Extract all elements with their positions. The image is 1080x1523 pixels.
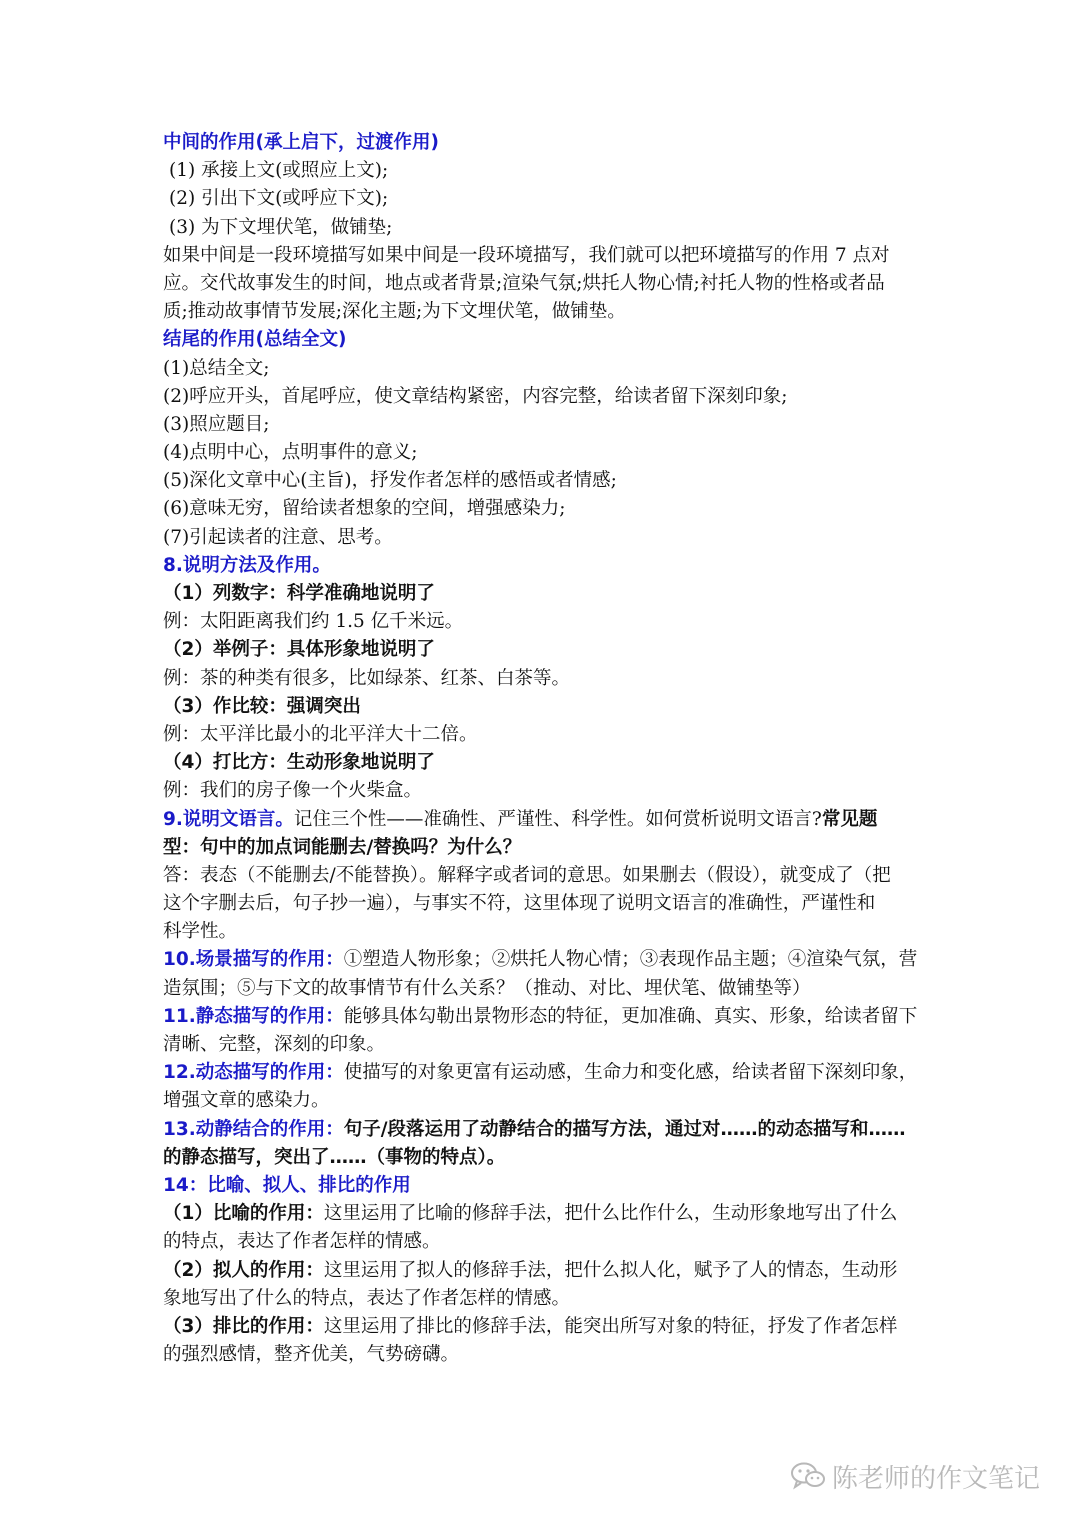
rhetoric-line	[163, 1200, 923, 1228]
question-line: 型：句中的加点词能删去/替换吗？为什么？	[163, 836, 522, 858]
subheading: （3）作比较：强调突出	[163, 695, 361, 717]
rhetoric-line	[163, 1257, 923, 1285]
list-item: (7)引起读者的注意、思考。	[163, 526, 393, 548]
example-line: 例：茶的种类有很多，比如绿茶、红茶、白茶等。	[163, 667, 571, 689]
paragraph-line: 质;推动故事情节发展;深化主题;为下文埋伏笔，做铺垫。	[163, 301, 626, 323]
subheading: （2）举例子：具体形象地说明了	[163, 639, 435, 661]
paragraph-line: 科学性。	[163, 921, 238, 943]
subheading: （2）拟人的作用：	[163, 1259, 324, 1281]
section-heading-9: 9.说明文语言。	[163, 808, 294, 830]
list-item: (6)意味无穷，留给读者想象的空间，增强感染力;	[163, 498, 566, 520]
section-heading-12: 12.动态描写的作用：	[163, 1062, 344, 1084]
section-heading-ending: 结尾的作用(总结全文)	[163, 329, 347, 351]
bold-line: 的静态描写，突出了……（事物的特点）。	[163, 1146, 506, 1168]
section-13-line	[163, 1116, 923, 1144]
paragraph-line: 应。交代故事发生的时间，地点或者背景;渲染气氛;烘托人物心情;衬托人物的性格或者品	[163, 272, 885, 294]
section-10-line	[163, 946, 923, 974]
list-item: (3) 为下文埋伏笔，做铺垫;	[169, 216, 393, 238]
paragraph-text: 这里运用了排比的修辞手法，能突出所写对象的特征，抒发了作者怎样	[323, 1315, 898, 1337]
paragraph-line: 这个字删去后，句子抄一遍），与事实不符，这里体现了说明文语言的准确性，严谨性和	[163, 893, 876, 915]
list-item: (1) 承接上文(或照应上文);	[169, 160, 389, 182]
example-line: 例：太平洋比最小的北平洋大十二倍。	[163, 723, 478, 745]
rhetoric-line	[163, 1313, 923, 1341]
list-item: (2)呼应开头，首尾呼应，使文章结构紧密，内容完整，给读者留下深刻印象;	[163, 385, 788, 407]
watermark-text: 陈老师的作文笔记	[832, 1463, 1041, 1494]
subheading: （1）列数字：科学准确地说明了	[163, 583, 435, 604]
section-12-line	[163, 1059, 923, 1087]
list-item: (5)深化文章中心(主旨)，抒发作者怎样的感悟或者情感;	[163, 470, 617, 492]
paragraph-line: 的强烈感情，整齐优美，气势磅礴。	[163, 1344, 460, 1366]
section-11-line	[163, 1003, 923, 1031]
list-item: (3)照应题目;	[163, 413, 270, 435]
section-heading-11: 11.静态描写的作用：	[163, 1005, 344, 1027]
bold-text: 句子/段落运用了动静结合的描写方法，通过对……的动态描写和……	[343, 1118, 906, 1140]
section-heading-13: 13.动静结合的作用：	[163, 1118, 344, 1140]
paragraph-line: 答：表态（不能删去/不能替换）。解释字或者词的意思。如果删去（假设），就变成了（把	[163, 864, 891, 886]
list-item: (4)点明中心，点明事件的意义;	[163, 442, 418, 464]
paragraph-line: 如果中间是一段环境描写如果中间是一段环境描写，我们就可以把环境描写的作用 7 点对	[163, 244, 890, 266]
subheading: （1）比喻的作用：	[163, 1203, 324, 1225]
paragraph-text: ①塑造人物形象；②烘托人物心情；③表现作品主题；④渲染气氛，营	[343, 949, 918, 971]
list-item: (1)总结全文;	[163, 357, 270, 379]
bold-text: 常见题	[821, 808, 878, 830]
wechat-icon	[790, 1461, 826, 1491]
paragraph-text: 这里运用了比喻的修辞手法，把什么比作什么，生动形象地写出了什么	[323, 1203, 898, 1225]
subheading: （4）打比方：生动形象地说明了	[163, 752, 435, 774]
paragraph-line: 象地写出了什么的特点，表达了作者怎样的情感。	[163, 1287, 571, 1309]
subheading: （3）排比的作用：	[163, 1315, 324, 1337]
section-heading-10: 10.场景描写的作用：	[163, 949, 344, 971]
section-heading-middle: 中间的作用(承上启下，过渡作用)	[163, 132, 439, 153]
section-heading-8: 8.说明方法及作用。	[163, 554, 331, 576]
list-item: (2) 引出下文(或呼应下文);	[169, 188, 389, 210]
example-line: 例：我们的房子像一个火柴盒。	[163, 780, 423, 802]
paragraph-line: 造氛围；⑤与下文的故事情节有什么关系？（推动、对比、埋伏笔、做铺垫等）	[163, 977, 811, 999]
paragraph-text: 使描写的对象更富有运动感，生命力和变化感，给读者留下深刻印象，	[343, 1062, 918, 1084]
example-line: 例：太阳距离我们约 1.5 亿千米远。	[163, 611, 464, 633]
paragraph-text: 这里运用了拟人的修辞手法，把什么拟人化，赋予了人的情态，生动形	[323, 1259, 898, 1281]
paragraph-text: 记住三个性——准确性、严谨性、科学性。如何赏析说明文语言?	[293, 808, 822, 830]
section-9-line	[163, 806, 923, 834]
paragraph-line: 清晰、完整，深刻的印象。	[163, 1034, 386, 1055]
watermark	[790, 1458, 1040, 1494]
paragraph-text: 能够具体勾勒出景物形态的特征，更加准确、真实、形象，给读者留下	[343, 1005, 918, 1027]
document-body	[163, 129, 923, 1369]
section-heading-14: 14：比喻、拟人、排比的作用	[163, 1174, 411, 1196]
paragraph-line: 增强文章的感染力。	[163, 1090, 330, 1112]
paragraph-line: 的特点，表达了作者怎样的情感。	[163, 1231, 441, 1253]
